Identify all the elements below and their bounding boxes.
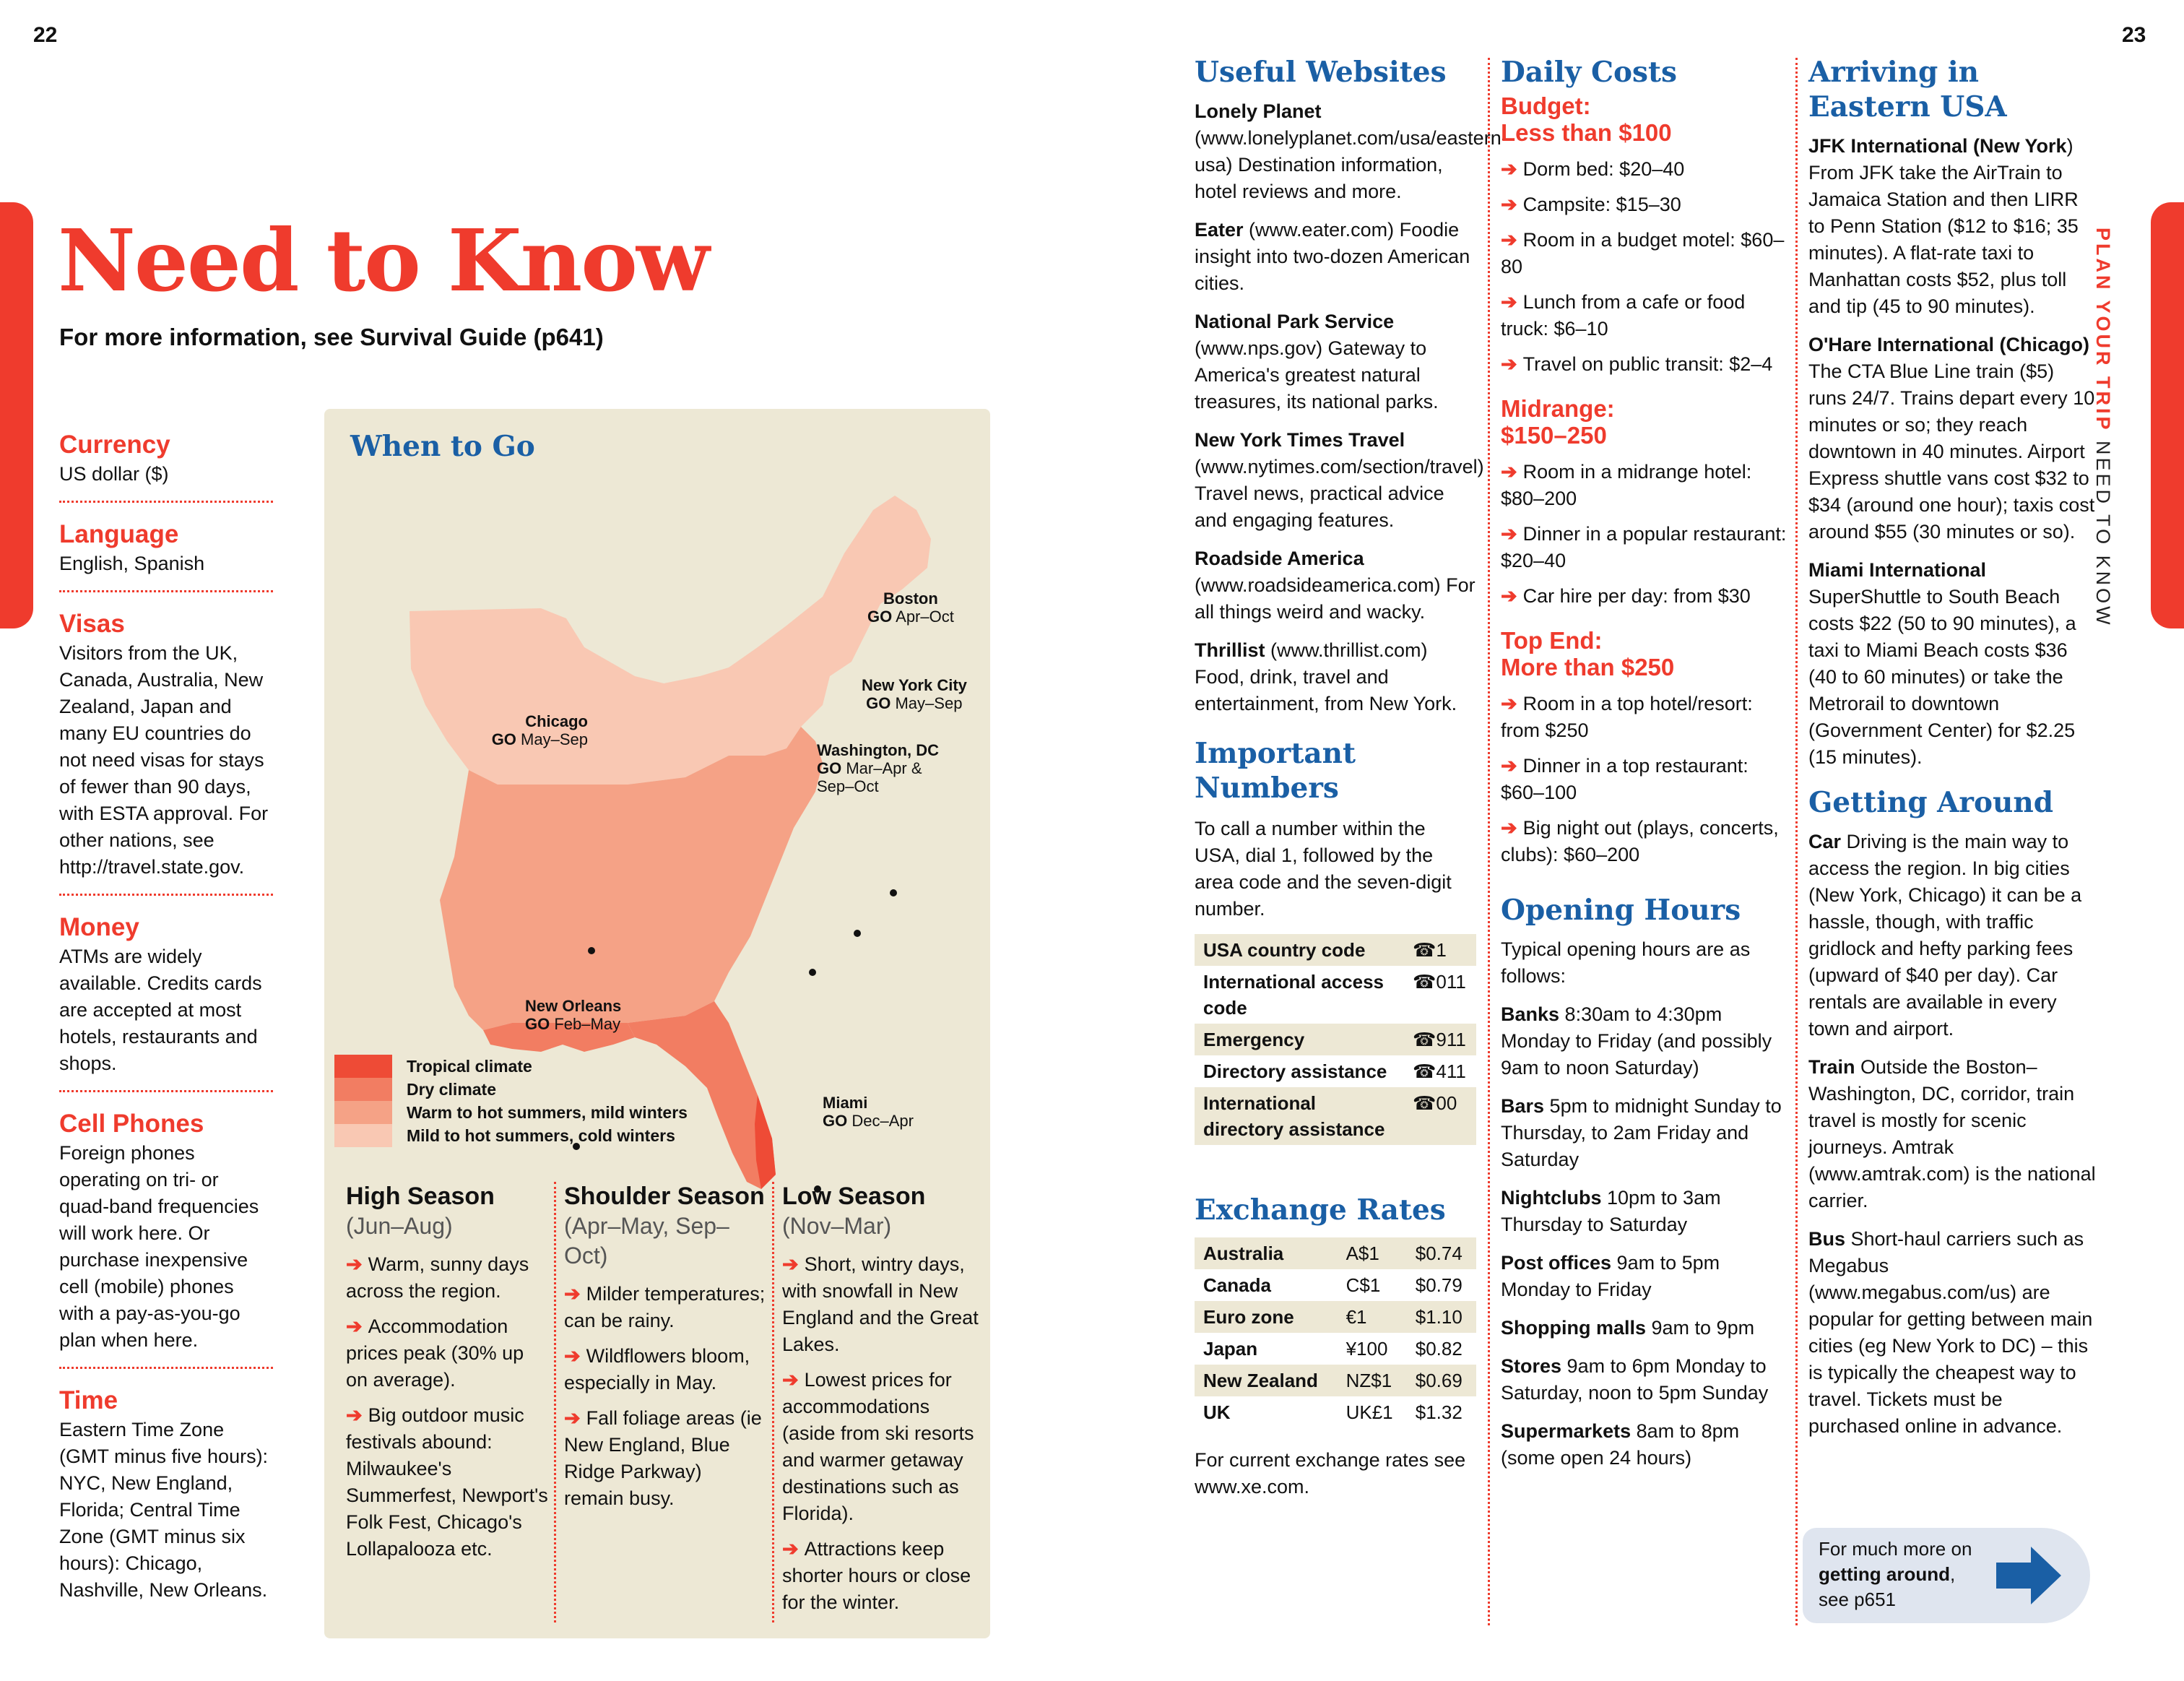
cost-tier <box>1501 395 1790 610</box>
sidebar-section-label: Currency <box>59 431 170 459</box>
number-label: International access code <box>1203 971 1384 1019</box>
sidebar-section-text: Eastern Time Zone (GMT minus five hours): NYC, New England, Florida; Central Time Zone (GMT minus six hours): Chicago, Nashville, New Orleans. <box>59 1419 269 1601</box>
bullet-arrow-icon: ➔ <box>1501 817 1517 839</box>
info-entry-text: (www.nps.gov) Gateway to America's greatest natural treasures, its national parks. <box>1195 337 1439 412</box>
rate-unit: ¥100 <box>1346 1338 1388 1360</box>
when-to-go-title: When to Go <box>350 430 535 463</box>
column-divider <box>1795 58 1798 1625</box>
table-row <box>1195 1055 1476 1087</box>
info-entry-text: 9am to 6pm Monday to Saturday, noon to 5pm Sunday <box>1501 1355 1769 1404</box>
info-entry-name: Train <box>1808 1056 1855 1078</box>
info-entry-text: SuperShuttle to South Beach costs $22 (50 to 90 minutes), a taxi to Miami Beach costs $36 (40 to 60 minutes) or take the Metrorail to downtown (Government Center) for $2.25 (15 minutes). <box>1808 586 2076 768</box>
legend-label: Warm to hot summers, mild winters <box>407 1103 688 1122</box>
cost-tier-name: Top End: <box>1501 627 1603 654</box>
rate-unit: C$1 <box>1346 1274 1381 1296</box>
info-entry-text: 9am to 5pm Monday to Friday <box>1501 1252 1720 1300</box>
info-entry-text: (www.lonelyplanet.com/usa/eastern-usa) Destination information, hotel reviews and more. <box>1195 127 1508 202</box>
season-bullet <box>782 1536 984 1616</box>
map-legend <box>334 1055 688 1147</box>
phone-icon: ☎ <box>1413 1029 1436 1050</box>
number-value-cell <box>1404 1087 1476 1145</box>
chapter-tab-left <box>0 202 33 628</box>
bullet-arrow-icon: ➔ <box>782 1253 799 1275</box>
season-bullet <box>346 1313 548 1393</box>
phone-icon: ☎ <box>1413 939 1436 961</box>
info-entry <box>1501 1418 1790 1472</box>
cost-tier-amount: Less than $100 <box>1501 119 1672 146</box>
sidebar-section-label: Time <box>59 1386 118 1414</box>
cost-bullet <box>1501 583 1790 610</box>
city-label-boston: Boston GO Apr–Oct <box>867 589 954 626</box>
cost-bullet-text: Room in a budget motel: $60–80 <box>1501 229 1785 277</box>
season-column <box>564 1182 766 1521</box>
cost-tier <box>1501 92 1790 378</box>
cost-tier-amount: $150–250 <box>1501 422 1607 449</box>
info-entry <box>1808 1226 2097 1440</box>
info-entry <box>1501 1353 1790 1406</box>
map-dot-boston <box>890 889 897 896</box>
legend-entry <box>334 1101 688 1124</box>
legend-swatch <box>334 1078 392 1101</box>
sidebar-section <box>59 912 273 1092</box>
bullet-arrow-icon: ➔ <box>564 1407 581 1429</box>
rate-usd: $1.32 <box>1415 1401 1462 1423</box>
cost-bullet <box>1501 691 1790 744</box>
info-entry-name: Post offices <box>1501 1252 1612 1274</box>
number-value-cell <box>1404 966 1476 1024</box>
arriving-title: Arriving in Eastern USA <box>1808 56 2007 124</box>
info-entry <box>1195 637 1476 717</box>
number-value-cell <box>1404 1055 1476 1087</box>
info-entry-name: JFK International (New York <box>1808 135 2067 157</box>
info-entry <box>1808 332 2097 545</box>
getting-around-title: Getting Around <box>1808 786 2053 819</box>
rate-usd: $0.69 <box>1407 1365 1476 1396</box>
info-entry <box>1808 829 2097 1042</box>
cost-bullet <box>1501 521 1790 574</box>
bullet-arrow-icon: ➔ <box>1501 158 1517 180</box>
legend-label: Tropical climate <box>407 1057 532 1076</box>
season-bullet <box>346 1251 548 1305</box>
bullet-arrow-icon: ➔ <box>564 1283 581 1305</box>
map-dot-new-york <box>854 930 861 937</box>
legend-swatch <box>334 1124 392 1147</box>
season-name: High Season <box>346 1183 495 1210</box>
side-tab-label: PLAN YOUR TRIP NEED TO KNOW <box>2092 228 2114 628</box>
info-entry <box>1501 1093 1790 1173</box>
bullet-arrow-icon: ➔ <box>346 1315 363 1337</box>
cost-bullet-text: Lunch from a cafe or food truck: $6–10 <box>1501 291 1746 340</box>
season-bullet-text: Wildflowers bloom, especially in May. <box>564 1345 750 1393</box>
sidebar <box>59 429 273 1633</box>
table-row <box>1195 1024 1476 1055</box>
season-name: Shoulder Season <box>564 1183 765 1210</box>
season-bullet-text: Lowest prices for accommodations (aside from ski resorts and warmer getaway destinations such as Florida). <box>782 1369 974 1524</box>
exchange-rates-table <box>1195 1237 1476 1428</box>
info-entry-text: 8:30am to 4:30pm Monday to Friday (and possibly 9am to noon Saturday) <box>1501 1003 1772 1079</box>
bullet-arrow-icon: ➔ <box>1501 461 1517 483</box>
cost-bullet-text: Dinner in a top restaurant: $60–100 <box>1501 755 1748 803</box>
table-row <box>1195 1087 1476 1145</box>
info-entry-name: Eater <box>1195 219 1244 241</box>
opening-hours-title: Opening Hours <box>1501 894 1741 927</box>
table-row <box>1195 1269 1476 1301</box>
sidebar-section-text: US dollar ($) <box>59 463 169 485</box>
cost-bullet <box>1501 191 1790 218</box>
info-entry-text: Short-haul carriers such as Megabus (www.megabus.com/us) are popular for getting between main cities (eg New York to DC) – this is typically the cheapest way to travel. Tickets must be purchased online in advance. <box>1808 1228 2093 1437</box>
season-bullet <box>782 1251 984 1358</box>
number-label: USA country code <box>1195 934 1404 966</box>
season-column <box>346 1182 548 1571</box>
bullet-arrow-icon: ➔ <box>1501 291 1517 313</box>
page-subtitle: For more information, see Survival Guide (p641) <box>59 324 604 350</box>
table-row <box>1195 1365 1476 1396</box>
bullet-arrow-icon: ➔ <box>1501 229 1517 251</box>
info-entry-text: 10pm to 3am Thursday to Saturday <box>1501 1187 1721 1235</box>
page-number-left: 22 <box>33 23 58 47</box>
cost-bullet <box>1501 815 1790 868</box>
info-entry-name: Shopping malls <box>1501 1317 1647 1339</box>
info-entry-name: O'Hare International (Chicago) <box>1808 334 2089 355</box>
rate-unit: €1 <box>1338 1301 1407 1333</box>
rate-country: UK <box>1203 1401 1231 1423</box>
number-value: 00 <box>1436 1092 1457 1114</box>
season-bullet <box>564 1405 766 1512</box>
info-entry-text: ) From JFK take the AirTrain to Jamaica Station and then LIRR to Penn Station ($12 to $16; 35 minutes). A flat-rate taxi to Manhattan costs $52, plus toll and tip (45 to 90 minutes). <box>1808 135 2079 317</box>
phone-icon: ☎ <box>1413 971 1436 993</box>
info-entry <box>1195 217 1476 297</box>
sidebar-section-label: Money <box>59 913 139 941</box>
legend-entry <box>334 1055 688 1078</box>
sidebar-section-label: Cell Phones <box>59 1110 204 1138</box>
season-range: (Apr–May, Sep–Oct) <box>564 1213 729 1269</box>
right-arrow-icon <box>1996 1547 2061 1604</box>
legend-swatch <box>334 1055 392 1078</box>
bullet-arrow-icon: ➔ <box>1501 755 1517 777</box>
rate-country: Canada <box>1203 1274 1271 1296</box>
rate-usd: $0.82 <box>1415 1338 1462 1360</box>
cost-bullet <box>1501 156 1790 183</box>
info-entry <box>1195 545 1476 626</box>
sidebar-section-label: Language <box>59 520 179 548</box>
column-websites <box>1195 55 1508 1512</box>
info-entry-name: New York Times Travel <box>1195 429 1405 451</box>
info-entry-text: (www.roadsideamerica.com) For all things weird and wacky. <box>1195 574 1476 623</box>
info-entry-name: Miami International <box>1808 559 1987 581</box>
important-numbers-title: Important Numbers <box>1195 737 1356 805</box>
info-entry-name: Roadside America <box>1195 548 1364 569</box>
info-entry-name: Bus <box>1808 1228 1846 1250</box>
rate-country: Euro zone <box>1195 1301 1338 1333</box>
info-entry <box>1501 1001 1790 1081</box>
column-costs <box>1501 55 1790 1483</box>
info-entry <box>1501 1250 1790 1303</box>
sidebar-section <box>59 519 273 592</box>
season-bullet-text: Milder temperatures; can be rainy. <box>564 1283 766 1331</box>
number-label: Directory assistance <box>1203 1060 1387 1082</box>
cost-bullet-text: Campsite: $15–30 <box>1522 194 1681 215</box>
info-entry <box>1808 1054 2097 1214</box>
rate-usd: $0.74 <box>1407 1237 1476 1269</box>
more-info-callout[interactable]: For much more on getting around, see p651 <box>1803 1528 2090 1623</box>
city-label-miami: Miami GO Dec–Apr <box>823 1094 914 1130</box>
info-entry-text: Driving is the main way to access the region. In big cities (New York, Chicago) it can be a hassle, though, with traffic gridlock and hefty parking fees (upward of $40 per day). Car rentals are available in every town and airport. <box>1808 831 2082 1040</box>
rate-usd: $1.10 <box>1407 1301 1476 1333</box>
info-entry <box>1808 133 2097 320</box>
cost-bullet <box>1501 227 1790 280</box>
season-bullet <box>564 1343 766 1396</box>
season-bullet-text: Fall foliage areas (ie New England, Blue Ridge Parkway) remain busy. <box>564 1407 762 1509</box>
cost-tier <box>1501 627 1790 868</box>
info-entry <box>1808 557 2097 771</box>
rate-unit: A$1 <box>1338 1237 1407 1269</box>
page-title: Need to Know <box>58 210 708 311</box>
season-range: (Nov–Mar) <box>782 1213 892 1239</box>
info-entry <box>1501 1315 1790 1341</box>
cost-tier-amount: More than $250 <box>1501 654 1675 680</box>
number-label: Emergency <box>1195 1024 1404 1055</box>
info-entry-text: 5pm to midnight Sunday to Thursday, to 2am Friday and Saturday <box>1501 1095 1782 1170</box>
sidebar-section <box>59 1108 273 1369</box>
season-divider <box>772 1182 774 1622</box>
info-entry-name: Banks <box>1501 1003 1560 1025</box>
bullet-arrow-icon: ➔ <box>1501 523 1517 545</box>
bullet-arrow-icon: ➔ <box>782 1369 799 1391</box>
bullet-arrow-icon: ➔ <box>1501 194 1517 215</box>
info-entry-name: Nightclubs <box>1501 1187 1602 1209</box>
season-column <box>782 1182 984 1625</box>
city-label-chicago: Chicago GO May–Sep <box>491 712 588 748</box>
info-entry-text: (www.nytimes.com/section/travel) Travel news, practical advice and engaging features. <box>1195 456 1484 531</box>
sidebar-section-text: Visitors from the UK, Canada, Australia, New Zealand, Japan and many EU countries do not need visas for stays of fewer than 90 days, with ESTA approval. For other nations, see http://travel.state.gov. <box>59 642 269 878</box>
rate-country: New Zealand <box>1195 1365 1338 1396</box>
cost-bullet-text: Travel on public transit: $2–4 <box>1522 353 1773 375</box>
number-label: International directory assistance <box>1195 1087 1404 1145</box>
bullet-arrow-icon: ➔ <box>346 1253 363 1275</box>
cost-bullet-text: Car hire per day: from $30 <box>1522 585 1751 607</box>
table-row <box>1195 966 1476 1024</box>
phone-icon: ☎ <box>1413 1092 1436 1114</box>
season-bullet <box>346 1402 548 1563</box>
exchange-rates-note: For current exchange rates see www.xe.com. <box>1195 1449 1466 1498</box>
bullet-arrow-icon: ➔ <box>1501 353 1517 375</box>
season-range: (Jun–Aug) <box>346 1213 453 1239</box>
info-entry <box>1501 1185 1790 1238</box>
sidebar-section-label: Visas <box>59 610 125 638</box>
info-entry-text: 9am to 9pm <box>1646 1317 1755 1339</box>
season-name: Low Season <box>782 1183 926 1210</box>
opening-hours-intro: Typical opening hours are as follows: <box>1501 938 1751 987</box>
city-label-new-orleans: New Orleans GO Feb–May <box>525 997 622 1033</box>
info-entry-name: National Park Service <box>1195 311 1395 332</box>
number-value: 011 <box>1436 971 1466 993</box>
info-entry-name: Stores <box>1501 1355 1562 1377</box>
rate-unit: UK£1 <box>1346 1401 1393 1423</box>
exchange-rates-title: Exchange Rates <box>1195 1193 1446 1227</box>
table-row <box>1195 1396 1476 1428</box>
info-entry <box>1195 308 1476 415</box>
sidebar-section <box>59 1385 273 1617</box>
sidebar-section-text: ATMs are widely available. Credits cards are accepted at most hotels, restaurants and shops. <box>59 946 262 1074</box>
cost-bullet-text: Dinner in a popular restaurant: $20–40 <box>1501 523 1787 571</box>
cost-bullet-text: Big night out (plays, concerts, clubs): $60–200 <box>1501 817 1779 865</box>
info-entry-name: Lonely Planet <box>1195 100 1322 122</box>
map-dot-chicago <box>588 947 595 954</box>
info-entry-name: Supermarkets <box>1501 1420 1632 1442</box>
legend-entry <box>334 1124 688 1147</box>
table-row <box>1195 1301 1476 1333</box>
daily-costs-title: Daily Costs <box>1501 56 1677 89</box>
cost-bullet <box>1501 459 1790 512</box>
phone-icon: ☎ <box>1413 1060 1436 1082</box>
info-entry-text: (www.eater.com) Foodie insight into two-dozen American cities. <box>1195 219 1470 294</box>
legend-entry <box>334 1078 688 1101</box>
table-row <box>1195 934 1476 966</box>
info-entry-name: Bars <box>1501 1095 1545 1117</box>
map-dot-washington <box>809 969 816 976</box>
cost-bullet <box>1501 753 1790 806</box>
cost-bullet-text: Room in a midrange hotel: $80–200 <box>1501 461 1752 509</box>
cost-bullet-text: Room in a top hotel/resort: from $250 <box>1501 693 1753 741</box>
rate-country: Japan <box>1203 1338 1258 1360</box>
when-to-go-panel <box>324 409 990 1638</box>
season-bullet <box>564 1281 766 1334</box>
info-entry-text: 8am to 8pm (some open 24 hours) <box>1501 1420 1740 1469</box>
number-value: 911 <box>1436 1029 1466 1050</box>
season-bullet-text: Warm, sunny days across the region. <box>346 1253 529 1302</box>
info-entry <box>1195 427 1484 534</box>
season-bullet-text: Attractions keep shorter hours or close for the winter. <box>782 1538 971 1613</box>
sidebar-section-text: Foreign phones operating on tri- or quad-band frequencies will work here. Or purchase inexpensive cell (mobile) phones with a pay-as-you-go plan when here. <box>59 1142 259 1351</box>
page-number-right: 23 <box>2122 23 2146 47</box>
cost-bullet <box>1501 351 1790 378</box>
number-value-cell <box>1404 934 1476 966</box>
rate-unit: NZ$1 <box>1338 1365 1407 1396</box>
cost-tier-name: Budget: <box>1501 92 1591 119</box>
table-row <box>1195 1333 1476 1365</box>
info-entry-text: (www.thrillist.com) Food, drink, travel and entertainment, from New York. <box>1195 639 1457 714</box>
info-entry-text: The CTA Blue Line train ($5) runs 24/7. Trains depart every 10 minutes or so; they reach downtown in 40 minutes. Airport Express shuttle vans cost $32 to $34 (around one hour); taxis cost around $55 (30 minutes or so). <box>1808 360 2095 543</box>
season-bullet <box>782 1367 984 1527</box>
info-entry-name: Car <box>1808 831 1842 852</box>
bullet-arrow-icon: ➔ <box>1501 693 1517 714</box>
rate-usd: $0.79 <box>1415 1274 1462 1296</box>
city-label-washington: Washington, DC GO Mar–Apr & Sep–Oct <box>817 741 940 795</box>
column-arriving <box>1808 55 2097 1451</box>
season-divider <box>554 1182 556 1622</box>
legend-label: Mild to hot summers, cold winters <box>407 1126 675 1145</box>
table-row <box>1195 1237 1476 1269</box>
bullet-arrow-icon: ➔ <box>782 1538 799 1560</box>
season-bullet-text: Accommodation prices peak (30% up on average). <box>346 1315 524 1391</box>
sidebar-section-text: English, Spanish <box>59 553 205 574</box>
chapter-tab-right <box>2151 202 2184 628</box>
city-label-new-york: New York City GO May–Sep <box>862 676 967 712</box>
important-numbers-intro: To call a number within the USA, dial 1, followed by the area code and the seven-digit number. <box>1195 818 1452 920</box>
cost-bullet <box>1501 289 1790 342</box>
bullet-arrow-icon: ➔ <box>1501 585 1517 607</box>
number-value: 411 <box>1436 1060 1466 1082</box>
legend-swatch <box>334 1101 392 1124</box>
season-bullet-text: Short, wintry days, with snowfall in New England and the Great Lakes. <box>782 1253 979 1355</box>
bullet-arrow-icon: ➔ <box>346 1404 363 1426</box>
cost-bullet-text: Dorm bed: $20–40 <box>1522 158 1685 180</box>
column-divider <box>1488 58 1490 1625</box>
info-entry <box>1195 98 1508 205</box>
season-bullet-text: Big outdoor music festivals abound: Milwaukee's Summerfest, Newport's Folk Fest, Chicago's Lollapalooza etc. <box>346 1404 548 1560</box>
legend-label: Dry climate <box>407 1080 497 1099</box>
useful-websites-title: Useful Websites <box>1195 56 1447 89</box>
number-value: 1 <box>1436 939 1447 961</box>
important-numbers-table <box>1195 934 1476 1145</box>
sidebar-section <box>59 429 273 503</box>
cost-tier-name: Midrange: <box>1501 395 1615 422</box>
info-entry-text: Outside the Boston–Washington, DC, corridor, train travel is mostly for scenic journeys. Amtrak (www.amtrak.com) is the national carrier. <box>1808 1056 2096 1211</box>
info-entry-name: Thrillist <box>1195 639 1265 661</box>
rate-country: Australia <box>1195 1237 1338 1269</box>
bullet-arrow-icon: ➔ <box>564 1345 581 1367</box>
sidebar-section <box>59 608 273 896</box>
number-value-cell <box>1404 1024 1476 1055</box>
